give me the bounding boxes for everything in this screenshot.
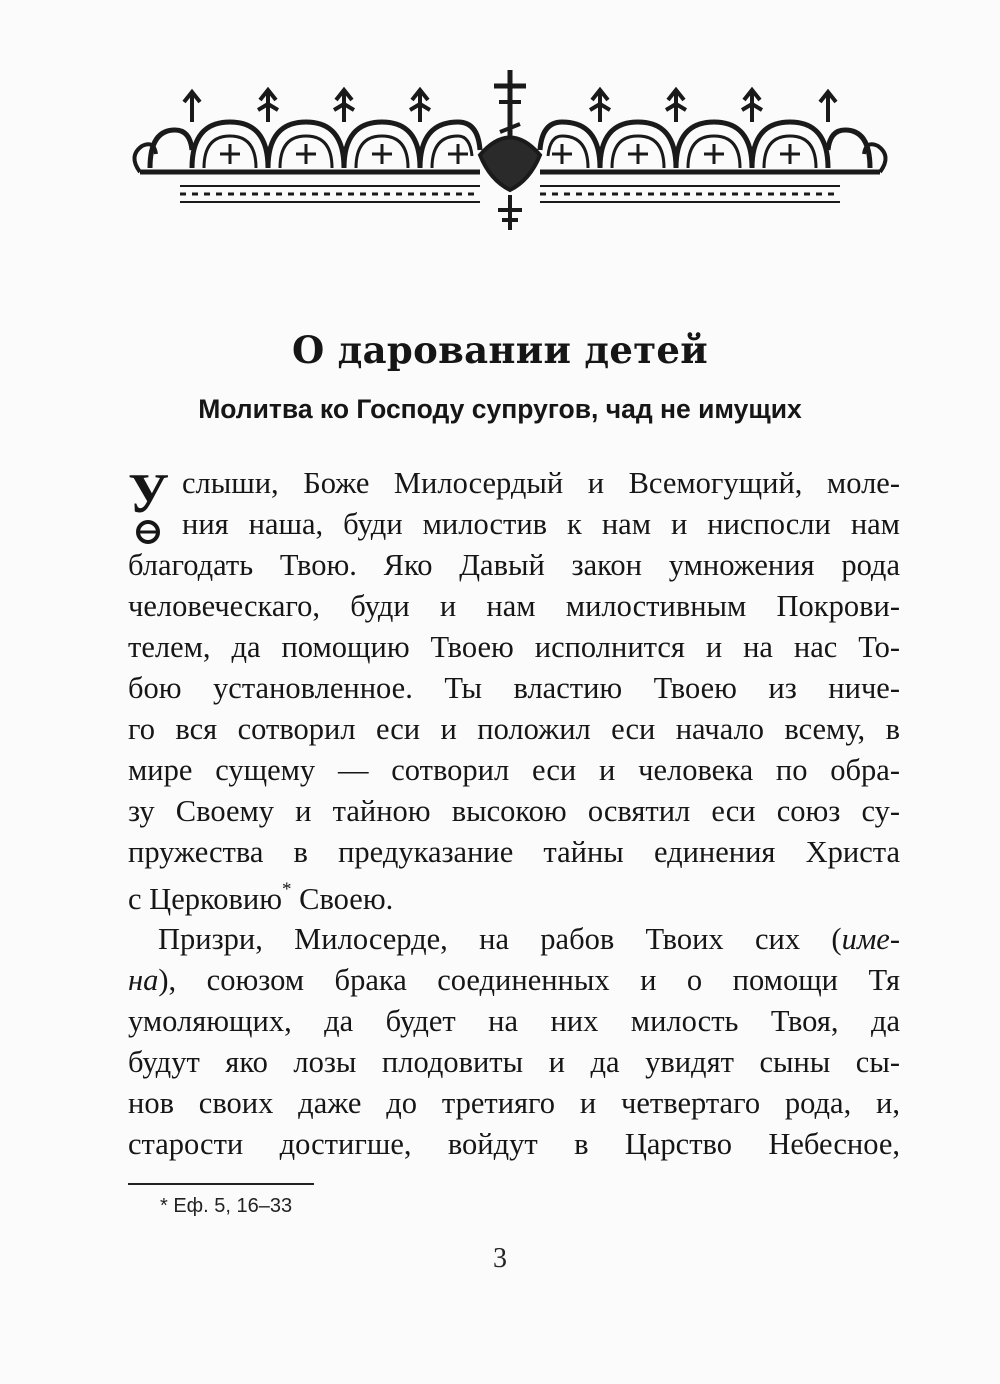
text-line: телем, да помощию Твоею исполнится и на нас То-: [128, 630, 900, 664]
italic-segment: име-: [841, 922, 900, 956]
text-line: нов своих даже до третияго и четвертаго рода, и,: [128, 1086, 900, 1120]
text-line: слыши, Боже Милосердый и Всемогущий, моле-: [182, 466, 900, 500]
page-title: О даровании детей: [291, 328, 709, 372]
ornamental-headpiece: [120, 60, 900, 240]
text-line: зу Своему и тайною высокою освятил еси союз су-: [128, 794, 900, 828]
text-line: благодать Твою. Яко Давый закон умножения рода: [128, 548, 900, 582]
text-line: [128, 873, 900, 917]
text-segment: Своею.: [291, 882, 394, 917]
text-line: пружества в предуказание тайны единения Христа: [128, 835, 900, 869]
text-line: го вся сотворил еси и положил еси начало всему, в: [128, 712, 900, 746]
text-line: мире сущему — сотворил еси и человека по обра-: [128, 753, 900, 787]
text-segment: ), союзом брака соединенных и о помощи Тя: [158, 963, 900, 997]
text-line: бою установленное. Ты властию Твоею из ниче-: [128, 671, 900, 705]
italic-segment: на: [128, 963, 159, 997]
text-line: человеческаго, буди и нам милостивным Покрови-: [128, 589, 900, 623]
text-line: старости достигше, войдут в Царство Небесное,: [128, 1127, 900, 1161]
footnote: * Еф. 5, 16–33: [160, 1195, 293, 1217]
footnote-divider: [128, 1183, 314, 1185]
cross-icon: [494, 70, 526, 145]
text-line: умоляющих, да будет на них милость Твоя, да: [128, 1004, 900, 1038]
text-segment: с Церковию: [128, 882, 283, 917]
prayer-subtitle: Молитва ко Господу супругов, чад не имущих: [198, 394, 802, 424]
text-line: [128, 919, 900, 959]
page-number: 3: [493, 1243, 507, 1274]
text-segment: Призри, Милосерде, на рабов Твоих сих (: [158, 922, 842, 956]
text-line: [128, 960, 900, 1000]
text-line: ния наша, буди милостив к нам и ниспосли нам: [182, 507, 900, 541]
text-line: будут яко лозы плодовиты и да увидят сыны сы-: [128, 1045, 900, 1079]
drop-cap-letter: У: [128, 463, 170, 525]
footnote-reference[interactable]: *: [282, 879, 292, 900]
